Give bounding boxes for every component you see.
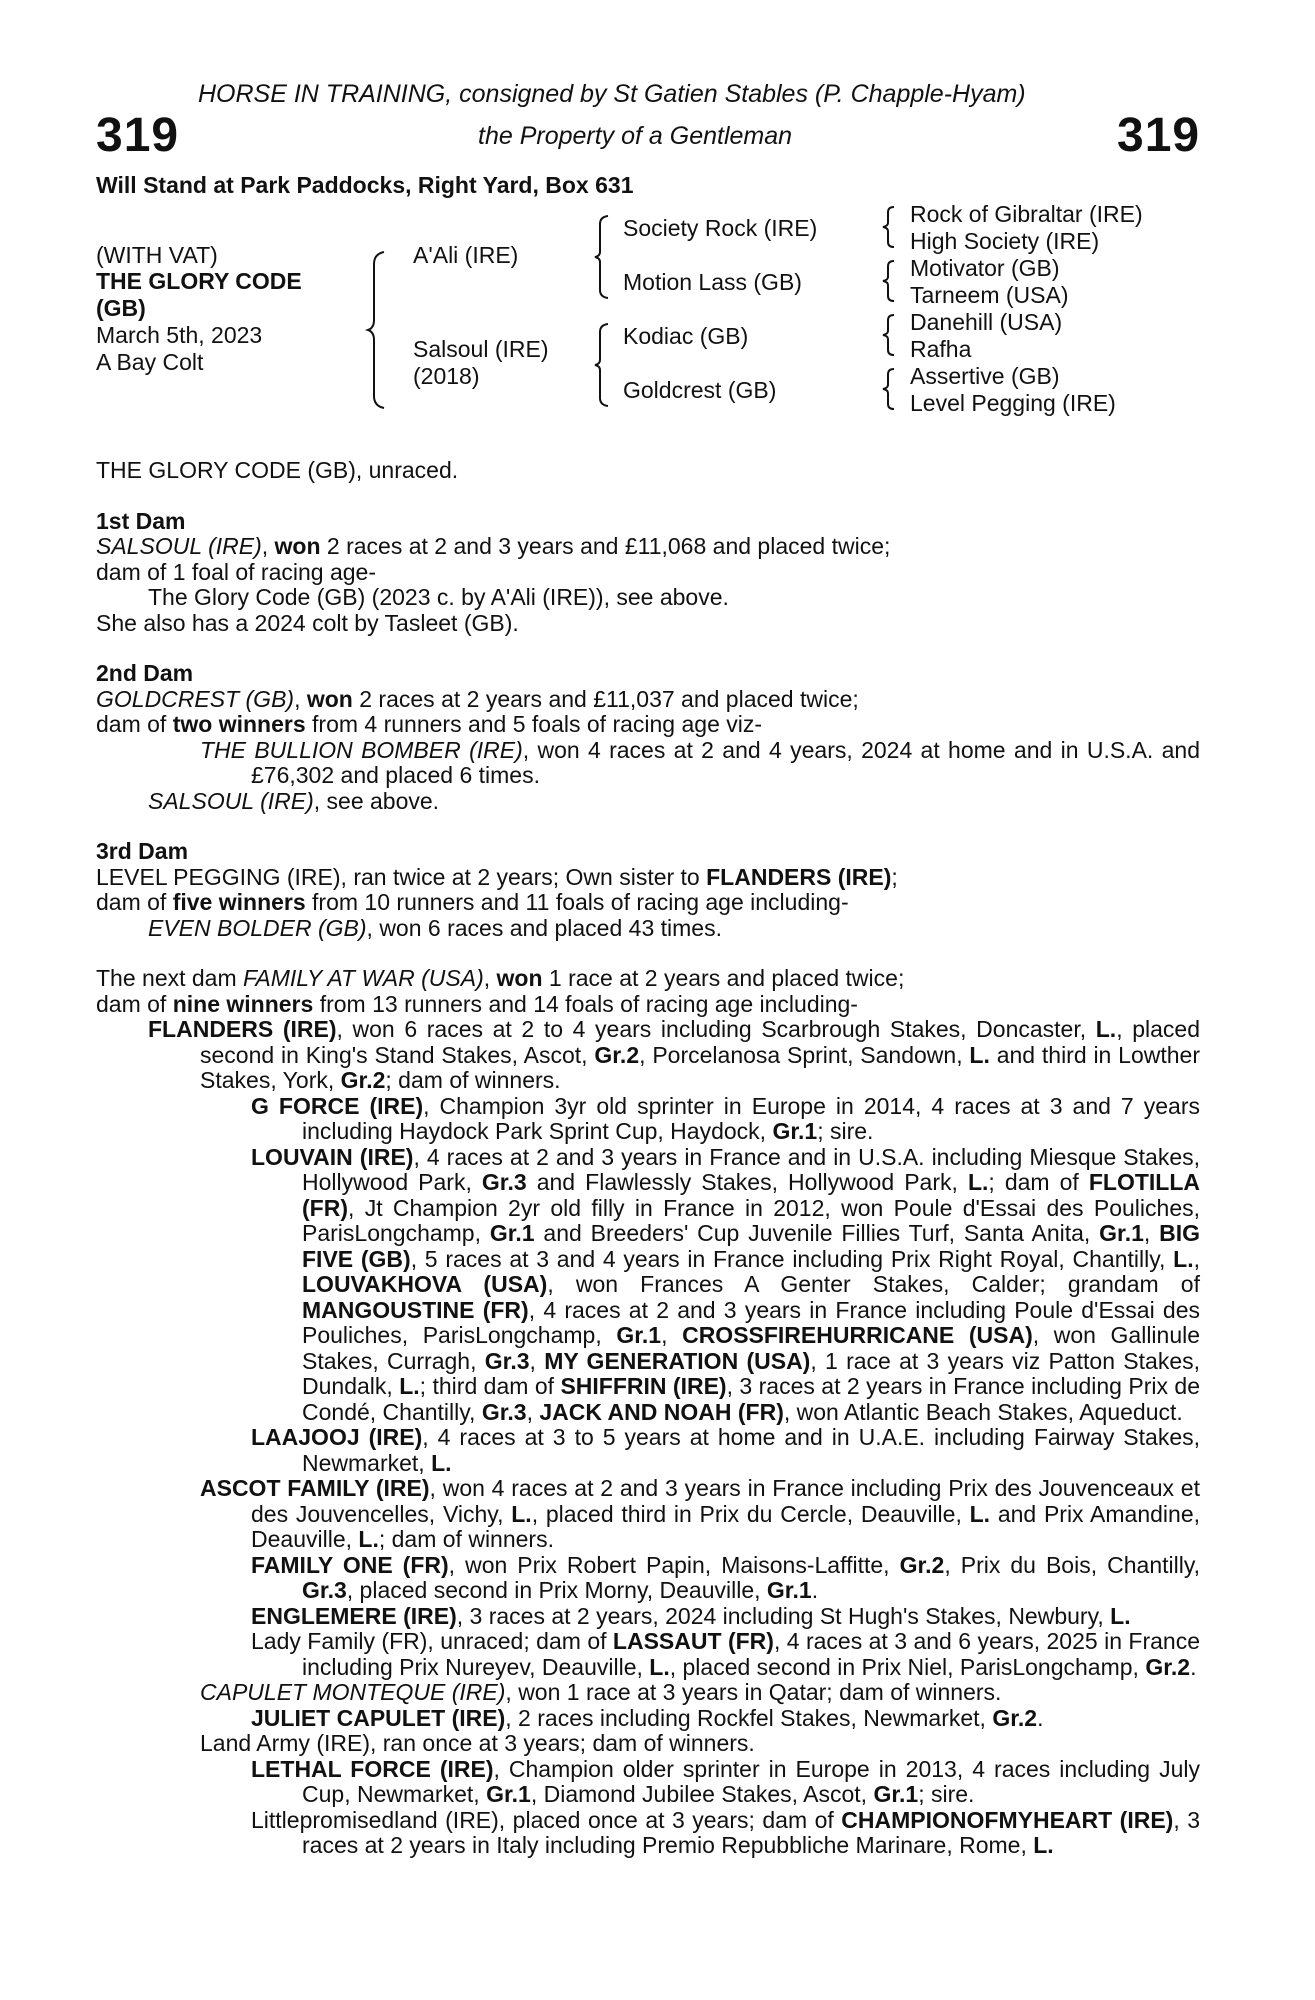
pedigree-bracket-ss [882, 205, 896, 249]
second-dam-line [96, 687, 1200, 713]
produce-name: CAPULET MONTEQUE (IRE) [200, 1679, 506, 1705]
race-grade: Gr.1 [766, 1577, 812, 1603]
intro-line: THE GLORY CODE (GB), unraced. [96, 457, 459, 483]
text-span: from 10 runners and 11 foals of racing age including- [305, 889, 849, 915]
pedigree-bracket-dd [882, 367, 896, 411]
race-grade: Gr.1 [489, 1220, 535, 1246]
text-span: ; dam of [988, 1169, 1089, 1195]
text-span: and Flawlessly Stakes, Hollywood Park, [526, 1169, 968, 1195]
text-span: ; [891, 863, 898, 890]
produce-name: CROSSFIREHURRICANE (USA) [682, 1322, 1033, 1348]
horse-country: (GB) [96, 295, 146, 321]
text-span: , 4 races at 2 and 3 years in France including Poule d'Essai des Pouliches, ParisLongchamp, [302, 1296, 1200, 1348]
text-span: and third in Lowther Stakes, York, [200, 1041, 1200, 1093]
foaling-date: March 5th, 2023 [96, 322, 263, 348]
race-grade: Gr.3 [302, 1577, 347, 1603]
race-grade: L. [649, 1653, 670, 1680]
text-span: , placed second in King's Stand Stakes, Ascot, [200, 1016, 1200, 1068]
produce-name: ENGLEMERE (IRE) [251, 1602, 457, 1629]
text-span: , 2 races including Rockfel Stakes, Newmarket, [505, 1704, 993, 1731]
produce-name: MY GENERATION (USA) [544, 1347, 811, 1374]
second-dam-foals [96, 712, 1200, 738]
produce-name: FAMILY ONE (FR) [251, 1551, 449, 1578]
third-dam-line [96, 865, 1200, 891]
produce-name: SALSOUL (IRE) [148, 787, 314, 814]
bold-name: FLANDERS (IRE) [706, 863, 892, 890]
horse-description: A Bay Colt [96, 349, 204, 375]
race-grade: L. [969, 1041, 990, 1068]
text-span: , 3 races at 2 years in France including Prix de Condé, Chantilly, [302, 1373, 1200, 1425]
produce-entry-laajooj [96, 1425, 1200, 1476]
ssd-name: High Society (IRE) [910, 228, 1100, 254]
text-span: , won 4 races at 2 and 4 years, 2024 at home and in U.S.A. and £76,302 and placed 6 times. [251, 736, 1201, 788]
lot-number-right: 319 [1117, 109, 1201, 162]
sire-sire: Society Rock (IRE) [623, 215, 818, 241]
pedigree-bracket-sire [594, 214, 610, 300]
text-span: ; dam of winners. [378, 1526, 554, 1552]
text-span: , won 6 races at 2 to 4 years including Scarbrough Stakes, Doncaster, [336, 1016, 1096, 1042]
text-span: from 4 runners and 5 foals of racing age viz- [305, 711, 763, 737]
ownership-line: the Property of a Gentleman [478, 122, 793, 150]
text-span: , won 6 races and placed 43 times. [366, 914, 722, 941]
text-span: , 4 races at 3 to 5 years at home and in U.A.E. including Fairway Stakes, Newmarket, [302, 1424, 1201, 1476]
text-span: , won Atlantic Beach Stakes, Aqueduct. [783, 1398, 1183, 1425]
produce-entry-g-force [96, 1094, 1200, 1145]
race-grade: L. [969, 1500, 991, 1527]
text-span: Littlepromisedland (IRE), placed once at 3 years; dam of [251, 1806, 842, 1833]
produce-name: THE BULLION BOMBER (IRE) [200, 736, 523, 763]
race-grade: Gr.3 [481, 1398, 527, 1425]
text-span: 2 races at 2 and 3 years and £11,068 and placed twice; [320, 533, 891, 559]
second-dam-name: GOLDCREST (GB) [96, 685, 295, 712]
race-grade: Gr.2 [1145, 1653, 1191, 1680]
text-span: , [661, 1322, 683, 1348]
produce-name: MANGOUSTINE (FR) [302, 1296, 529, 1323]
text-span: dam of [96, 889, 173, 915]
text-span: , Prix du Bois, Chantilly, [944, 1551, 1201, 1578]
second-dam-heading: 2nd Dam [96, 660, 194, 686]
text-span: ; dam of winners. [385, 1067, 561, 1093]
race-grade: Gr.1 [616, 1322, 662, 1348]
text-span: , Porcelanosa Sprint, Sandown, [639, 1041, 970, 1068]
text-span: ; sire. [918, 1781, 975, 1807]
produce-entry-lady-family [96, 1629, 1200, 1680]
produce-entry [96, 738, 1200, 789]
produce-name: LOUVAIN (IRE) [251, 1143, 414, 1170]
text-span: dam of [96, 711, 173, 737]
produce-entry-englemere [96, 1604, 1200, 1630]
winners-count: nine winners [172, 990, 314, 1017]
produce-name: ASCOT FAMILY (IRE) [200, 1475, 430, 1501]
text-span: . [811, 1577, 819, 1603]
next-dam-name: FAMILY AT WAR (USA) [243, 965, 484, 991]
third-dam-heading: 3rd Dam [96, 838, 189, 864]
text-span: from 13 runners and 14 foals of racing age including- [313, 990, 858, 1017]
first-dam-foals: dam of 1 foal of racing age- [96, 558, 376, 585]
text-span: , [1193, 1245, 1200, 1272]
text-span: , Champion older sprinter in Europe in 2013, 4 races including July Cup, Newmarket, [302, 1755, 1201, 1807]
produce-name: G FORCE (IRE) [251, 1092, 424, 1119]
text-span: , [483, 965, 497, 991]
race-grade: Gr.1 [486, 1781, 531, 1807]
dds-name: Assertive (GB) [910, 363, 1060, 389]
produce-entry-flanders [96, 1017, 1200, 1094]
next-dam-foals [96, 992, 1200, 1018]
text-span: , [294, 685, 307, 712]
produce-entry [96, 916, 1200, 942]
race-grade: Gr.1 [772, 1118, 818, 1144]
sire-name: A'Ali (IRE) [413, 242, 519, 268]
produce-name: LETHAL FORCE (IRE) [251, 1755, 494, 1782]
pedigree-bracket-dam [594, 322, 610, 408]
first-dam-produce: The Glory Code (GB) (2023 c. by A'Ali (IRE)), see above. [148, 584, 729, 610]
race-grade: L. [1095, 1016, 1117, 1042]
text-span: , [526, 1398, 540, 1425]
race-grade: L. [1033, 1832, 1054, 1858]
produce-name: BIG FIVE (GB) [302, 1220, 1201, 1272]
dss-name: Danehill (USA) [910, 309, 1063, 335]
text-span: , placed second in Prix Niel, ParisLongchamp, [669, 1653, 1146, 1680]
text-span: , placed second in Prix Morny, Deauville, [346, 1577, 767, 1603]
text-span: , see above. [313, 787, 440, 814]
race-grade: Gr.2 [340, 1067, 386, 1093]
race-grade: L. [399, 1373, 420, 1399]
produce-entry-land-army: Land Army (IRE), ran once at 3 years; dam of winners. [200, 1730, 755, 1756]
produce-entry-littlepromisedland [96, 1808, 1200, 1859]
sdd-name: Tarneem (USA) [910, 282, 1069, 308]
won-label: won [274, 533, 321, 559]
text-span: Lady Family (FR), unraced; dam of [251, 1628, 613, 1654]
produce-name: JACK AND NOAH (FR) [539, 1398, 784, 1425]
text-span: , Diamond Jubilee Stakes, Ascot, [530, 1781, 874, 1807]
pedigree-bracket-main [368, 250, 388, 410]
pedigree-bracket-ds [882, 313, 896, 357]
race-grade: L. [1110, 1602, 1131, 1629]
race-grade: Gr.3 [481, 1169, 527, 1195]
text-span: , [529, 1347, 545, 1374]
consignor-line: HORSE IN TRAINING, consigned by St Gatien Stables (P. Chapple-Hyam) [198, 80, 1026, 108]
dam-year: (2018) [413, 363, 480, 389]
race-grade: L. [511, 1500, 532, 1527]
won-label: won [496, 965, 543, 991]
text-span: , 3 races at 2 years, 2024 including St Hugh's Stakes, Newbury, [456, 1602, 1111, 1629]
text-span: , 4 races at 2 and 3 years in France and in U.S.A. including Miesque Stakes, Hollywood Park, [302, 1143, 1201, 1195]
dam-sire: Kodiac (GB) [623, 323, 749, 349]
produce-name: SHIFFRIN (IRE) [560, 1373, 727, 1399]
text-span: and Breeders' Cup Juvenile Fillies Turf, Santa Anita, [534, 1220, 1100, 1246]
sire-dam: Motion Lass (GB) [623, 269, 802, 295]
won-label: won [306, 685, 353, 712]
produce-name: LOUVAKHOVA (USA) [302, 1271, 548, 1297]
text-span: . [1190, 1653, 1197, 1680]
winners-count: five winners [172, 889, 306, 915]
race-grade: Gr.1 [873, 1781, 919, 1807]
race-grade: L. [1173, 1245, 1194, 1272]
produce-entry-lethal-force [96, 1757, 1200, 1808]
race-grade: Gr.3 [484, 1347, 530, 1374]
produce-name: JULIET CAPULET (IRE) [251, 1704, 506, 1731]
text-span: , placed third in Prix du Cercle, Deauville, [531, 1500, 970, 1527]
text-span: The next dam [96, 965, 244, 991]
produce-name: LAAJOOJ (IRE) [251, 1424, 423, 1450]
race-grade: Gr.2 [594, 1041, 640, 1068]
race-grade: Gr.2 [992, 1704, 1038, 1731]
first-dam-note: She also has a 2024 colt by Tasleet (GB). [96, 609, 519, 636]
text-span: dam of [96, 990, 173, 1017]
produce-name: CHAMPIONOFMYHEART (IRE) [841, 1806, 1174, 1833]
race-grade: Gr.1 [1099, 1220, 1144, 1246]
produce-entry-capulet-monteque [96, 1680, 1200, 1706]
text-span: ; sire. [817, 1118, 874, 1144]
text-span: LEVEL PEGGING (IRE), ran twice at 2 years; Own sister to [96, 863, 707, 890]
text-span: , 4 races at 3 and 6 years, 2025 in France including Prix Nureyev, Deauville, [302, 1628, 1200, 1680]
produce-entry-juliet-capulet [96, 1706, 1200, 1732]
text-span: , won 4 races at 2 and 3 years in France including Prix des Jouvenceaux et des Jouvencelles, Vichy, [251, 1475, 1200, 1527]
produce-entry [96, 789, 1200, 815]
race-grade: L. [967, 1169, 989, 1195]
first-dam-name: SALSOUL (IRE) [96, 533, 262, 559]
race-grade: Gr.2 [899, 1551, 945, 1578]
ddd-name: Level Pegging (IRE) [910, 390, 1116, 416]
winners-count: two winners [172, 711, 306, 737]
text-span: , [1143, 1220, 1160, 1246]
first-dam-heading: 1st Dam [96, 507, 186, 534]
text-span: , 5 races at 3 and 4 years in France including Prix Right Royal, Chantilly, [410, 1245, 1174, 1272]
vat-note: (WITH VAT) [96, 242, 218, 268]
produce-name: FLANDERS (IRE) [148, 1016, 337, 1042]
pedigree-bracket-sd [882, 259, 896, 303]
text-span: , [261, 533, 275, 559]
text-span: ; third dam of [419, 1373, 561, 1399]
catalogue-body [96, 458, 1200, 1859]
first-dam-line [96, 534, 1200, 560]
text-span: , 1 race at 3 years viz Patton Stakes, Dundalk, [302, 1347, 1201, 1399]
sds-name: Motivator (GB) [910, 255, 1060, 281]
race-grade: L. [431, 1449, 452, 1476]
stand-location: Will Stand at Park Paddocks, Right Yard, Box 631 [96, 172, 634, 198]
horse-name: THE GLORY CODE [96, 268, 302, 294]
text-span: 2 races at 2 years and £11,037 and placed twice; [352, 685, 859, 712]
produce-name: LASSAUT (FR) [612, 1628, 774, 1654]
sss-name: Rock of Gibraltar (IRE) [910, 201, 1143, 227]
produce-entry-ascot-family [96, 1476, 1200, 1553]
produce-entry-family-one [96, 1553, 1200, 1604]
text-span: and Prix Amandine, Deauville, [251, 1500, 1201, 1552]
dam-dam: Goldcrest (GB) [623, 377, 777, 403]
produce-name: FLOTILLA (FR) [302, 1169, 1201, 1221]
text-span: , Champion 3yr old sprinter in Europe in 2014, 4 races at 3 and 7 years including Haydock Park Sprint Cup, Haydock, [302, 1092, 1200, 1144]
text-span: , won Frances A Genter Stakes, Calder; grandam of [547, 1271, 1200, 1297]
lot-number-left: 319 [96, 109, 180, 162]
text-span: , won 1 race at 3 years in Qatar; dam of winners. [505, 1679, 1002, 1705]
produce-name: EVEN BOLDER (GB) [148, 914, 367, 941]
dam-name: Salsoul (IRE) [413, 336, 549, 362]
next-dam-line [96, 966, 1200, 992]
text-span: 1 race at 2 years and placed twice; [542, 965, 905, 991]
text-span: . [1037, 1704, 1044, 1731]
text-span: , won Prix Robert Papin, Maisons-Laffitte, [448, 1551, 900, 1578]
dsd-name: Rafha [910, 336, 972, 362]
produce-entry-louvain [96, 1145, 1200, 1426]
text-span: , Jt Champion 2yr old filly in France in 2012, won Poule d'Essai des Pouliches, ParisLongchamp, [302, 1194, 1200, 1246]
text-span: , won Gallinule Stakes, Curragh, [302, 1322, 1201, 1374]
third-dam-foals [96, 890, 1200, 916]
text-span: , 3 races at 2 years in Italy including Premio Repubbliche Marinare, Rome, [302, 1806, 1200, 1858]
race-grade: L. [358, 1526, 379, 1552]
